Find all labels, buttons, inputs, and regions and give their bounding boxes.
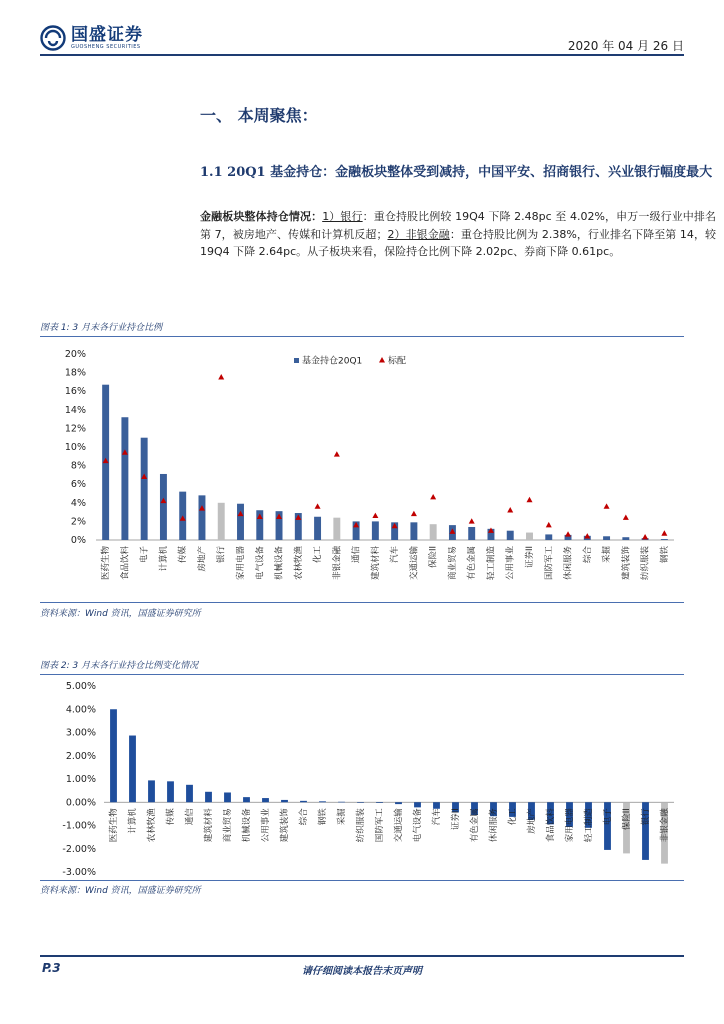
x-category-label: 建筑材料 — [204, 808, 214, 843]
x-category-label: 房地产 — [527, 808, 537, 834]
change-bar — [357, 802, 364, 803]
change-bar — [395, 802, 402, 804]
holding-bar — [545, 534, 552, 540]
x-category-label: 采掘 — [337, 808, 347, 826]
x-category-label: 医药生物 — [109, 808, 119, 843]
x-category-label: 建筑装饰 — [621, 546, 632, 581]
x-category-label: 非银金融 — [332, 546, 343, 581]
legend-bar-label: 基金持仓20Q1 — [302, 356, 363, 367]
change-bar — [148, 780, 155, 802]
holding-bar — [661, 539, 668, 540]
benchmark-marker — [334, 451, 340, 456]
change-bar — [110, 709, 117, 802]
x-category-label: 钢铁 — [318, 808, 328, 826]
holding-bar — [333, 518, 340, 540]
x-category-label: 电气设备 — [255, 546, 266, 581]
y-tick-label: 8% — [70, 460, 86, 472]
holding-bar — [526, 533, 533, 540]
x-category-label: 保险II — [622, 808, 632, 831]
x-category-label: 电子 — [139, 546, 150, 564]
figure2-bottom-rule — [40, 880, 684, 881]
x-category-label: 房地产 — [197, 546, 208, 572]
holding-bar — [141, 438, 148, 540]
legend-marker-label: 标配 — [388, 356, 407, 367]
x-category-label: 纺织服装 — [640, 546, 651, 581]
y-tick-label: 0% — [70, 535, 86, 546]
holding-bar — [603, 536, 610, 540]
x-category-label: 银行 — [641, 808, 651, 826]
x-category-label: 化工 — [508, 808, 518, 826]
industry-holding-chart — [40, 338, 684, 602]
x-category-label: 家用电器 — [236, 546, 246, 581]
y-tick-label: 2.00% — [65, 750, 96, 762]
x-category-label: 纺织服装 — [356, 808, 366, 843]
report-date: 2020 年 04 月 26 日 — [567, 39, 684, 53]
holding-bar — [468, 527, 475, 540]
change-bar — [376, 802, 383, 803]
change-bar — [205, 792, 212, 802]
y-tick-label: 4.00% — [65, 704, 96, 716]
disclaimer-note: 请仔细阅读本报告末页声明 — [302, 966, 422, 977]
figure2-source: 资料来源：Wind 资讯，国盛证券研究所 — [40, 886, 201, 896]
y-tick-label: 12% — [64, 423, 86, 435]
y-tick-label: 1.00% — [65, 774, 96, 785]
x-category-label: 交通运输 — [409, 546, 420, 581]
figure1-caption: 图表 1: 3 月末各行业持仓比例 — [40, 323, 163, 333]
holding-bar — [314, 517, 321, 540]
holding-bar — [622, 537, 629, 540]
y-tick-label: -3.00% — [62, 867, 96, 878]
benchmark-marker — [527, 497, 533, 502]
subsection-title: 1.1 20Q1 基金持仓：金融板块整体受到减持，中国平安、招商银行、兴业银行幅度最大 — [200, 165, 713, 180]
x-category-label: 汽车 — [390, 546, 401, 564]
benchmark-marker — [584, 533, 590, 538]
y-tick-label: 4% — [70, 497, 86, 509]
x-category-label: 非银金融 — [660, 808, 670, 843]
change-bar — [167, 781, 174, 802]
figure1-bottom-rule — [40, 602, 684, 603]
x-category-label: 食品饮料 — [546, 808, 556, 843]
change-bar — [224, 792, 231, 802]
figure2-top-rule — [40, 674, 684, 675]
x-category-label: 公用事业 — [505, 546, 516, 581]
benchmark-marker — [604, 503, 610, 508]
x-category-label: 农林牧渔 — [147, 808, 157, 843]
benchmark-marker — [411, 511, 417, 516]
y-tick-label: 6% — [70, 479, 86, 491]
change-bar — [300, 801, 307, 802]
x-category-label: 证券II — [451, 808, 461, 831]
x-category-label: 休闲服务 — [489, 808, 499, 843]
legend-bar-swatch — [294, 358, 299, 363]
x-category-label: 化工 — [313, 546, 324, 564]
benchmark-marker — [623, 514, 629, 519]
logo-brand-en: GUOSHENG SECURITIES — [71, 43, 141, 50]
change-bar — [319, 801, 326, 802]
x-category-label: 传媒 — [166, 808, 176, 826]
benchmark-marker — [507, 507, 513, 512]
legend-marker-swatch — [379, 357, 385, 363]
y-tick-label: 3.00% — [65, 727, 96, 739]
change-bar — [433, 802, 440, 809]
benchmark-marker — [469, 518, 475, 523]
y-tick-label: 2% — [70, 516, 86, 528]
figure1-top-rule — [40, 336, 684, 337]
x-category-label: 电子 — [603, 808, 613, 826]
x-category-label: 家用电器 — [565, 808, 575, 843]
holding-bar — [218, 503, 225, 540]
holding-bar — [410, 522, 417, 540]
x-category-label: 建筑材料 — [370, 546, 381, 581]
benchmark-marker — [430, 494, 436, 499]
benchmark-marker — [218, 374, 224, 379]
page-number: P.3 — [42, 961, 61, 975]
bank-text: ：重仓持股比例较 19Q4 下降 2.48pc 至 4.02%，申万一级行业中排名第 7，被房地产、传媒和计算机反超； — [200, 210, 717, 241]
x-category-label: 钢铁 — [659, 546, 670, 564]
y-tick-label: 10% — [64, 442, 86, 453]
x-category-label: 汽车 — [432, 808, 442, 826]
benchmark-marker — [546, 522, 552, 527]
change-bar — [414, 802, 421, 807]
change-bar — [281, 800, 288, 802]
x-category-label: 医药生物 — [101, 546, 112, 581]
section-title: 一、 本周聚焦： — [200, 106, 318, 125]
change-bar — [338, 802, 345, 803]
industry-holding-change-chart — [40, 676, 684, 880]
benchmark-marker — [661, 530, 667, 535]
x-category-label: 商业贸易 — [447, 546, 458, 581]
benchmark-marker — [642, 534, 648, 539]
company-logo — [40, 24, 160, 52]
x-category-label: 商业贸易 — [223, 808, 233, 843]
x-category-label: 农林牧渔 — [293, 546, 304, 581]
x-category-label: 国防军工 — [544, 546, 555, 581]
x-category-label: 证券II — [525, 546, 535, 569]
x-category-label: 交通运输 — [394, 808, 404, 843]
x-category-label: 有色金属 — [470, 808, 480, 843]
holding-bar — [160, 474, 167, 540]
nonbank-label: 2）非银金融 — [387, 227, 450, 241]
y-tick-label: 20% — [64, 349, 86, 360]
paragraph-lead: 金融板块整体持仓情况： — [200, 210, 323, 223]
x-category-label: 保险II — [428, 546, 439, 569]
y-tick-label: 0.00% — [65, 797, 96, 809]
x-category-label: 通信 — [185, 808, 195, 826]
change-bar — [186, 785, 193, 802]
x-category-label: 休闲服务 — [563, 546, 574, 581]
x-category-label: 银行 — [216, 546, 227, 564]
x-category-label: 综合 — [582, 546, 593, 564]
nonbank-text: ：重仓持股比例为 2.38%，行业排名下降至第 14，较 19Q4 下降 2.64pc。从子板块来看，保险持仓比例下降 2.02pc、券商下降 0.61pc。 — [200, 227, 716, 258]
x-category-label: 公用事业 — [261, 808, 271, 843]
footer-divider — [40, 955, 684, 957]
holding-bar — [507, 531, 514, 540]
change-bar — [262, 798, 269, 802]
benchmark-marker — [372, 513, 378, 518]
logo-brand-cn: 国盛证券 — [71, 24, 143, 45]
x-category-label: 轻工制造 — [584, 808, 594, 843]
x-category-label: 机械设备 — [274, 546, 285, 581]
figure2-caption: 图表 2: 3 月末各行业持仓比例变化情况 — [40, 661, 199, 671]
x-category-label: 建筑装饰 — [280, 808, 290, 843]
holding-bar — [237, 504, 244, 540]
holding-bar — [372, 521, 379, 540]
benchmark-marker — [315, 503, 321, 508]
x-category-label: 机械设备 — [242, 808, 252, 843]
x-category-label: 采掘 — [602, 546, 613, 564]
change-bar — [129, 736, 136, 803]
logo-mark-icon — [40, 25, 66, 51]
x-category-label: 通信 — [351, 546, 362, 564]
x-category-label: 综合 — [299, 808, 309, 826]
figure1-source: 资料来源：Wind 资讯，国盛证券研究所 — [40, 609, 201, 619]
x-category-label: 食品饮料 — [120, 546, 131, 581]
y-tick-label: 14% — [64, 404, 86, 416]
change-bar — [243, 797, 250, 802]
benchmark-marker — [565, 531, 571, 536]
x-category-label: 电气设备 — [413, 808, 423, 843]
body-paragraph — [200, 208, 716, 261]
holding-bar — [121, 417, 128, 540]
header-divider — [40, 54, 684, 56]
holding-bar — [198, 495, 205, 540]
y-tick-label: 18% — [64, 367, 86, 379]
y-tick-label: -1.00% — [62, 820, 96, 832]
x-category-label: 传媒 — [178, 546, 189, 564]
x-category-label: 有色金属 — [467, 546, 478, 581]
y-tick-label: -2.00% — [62, 843, 96, 855]
y-tick-label: 16% — [64, 386, 86, 398]
bank-label: 1）银行 — [322, 210, 363, 223]
x-category-label: 国防军工 — [375, 808, 385, 843]
x-category-label: 计算机 — [128, 808, 138, 834]
y-tick-label: 5.00% — [65, 681, 96, 692]
x-category-label: 轻工制造 — [486, 546, 497, 581]
x-category-label: 计算机 — [158, 546, 169, 572]
holding-bar — [430, 524, 437, 540]
